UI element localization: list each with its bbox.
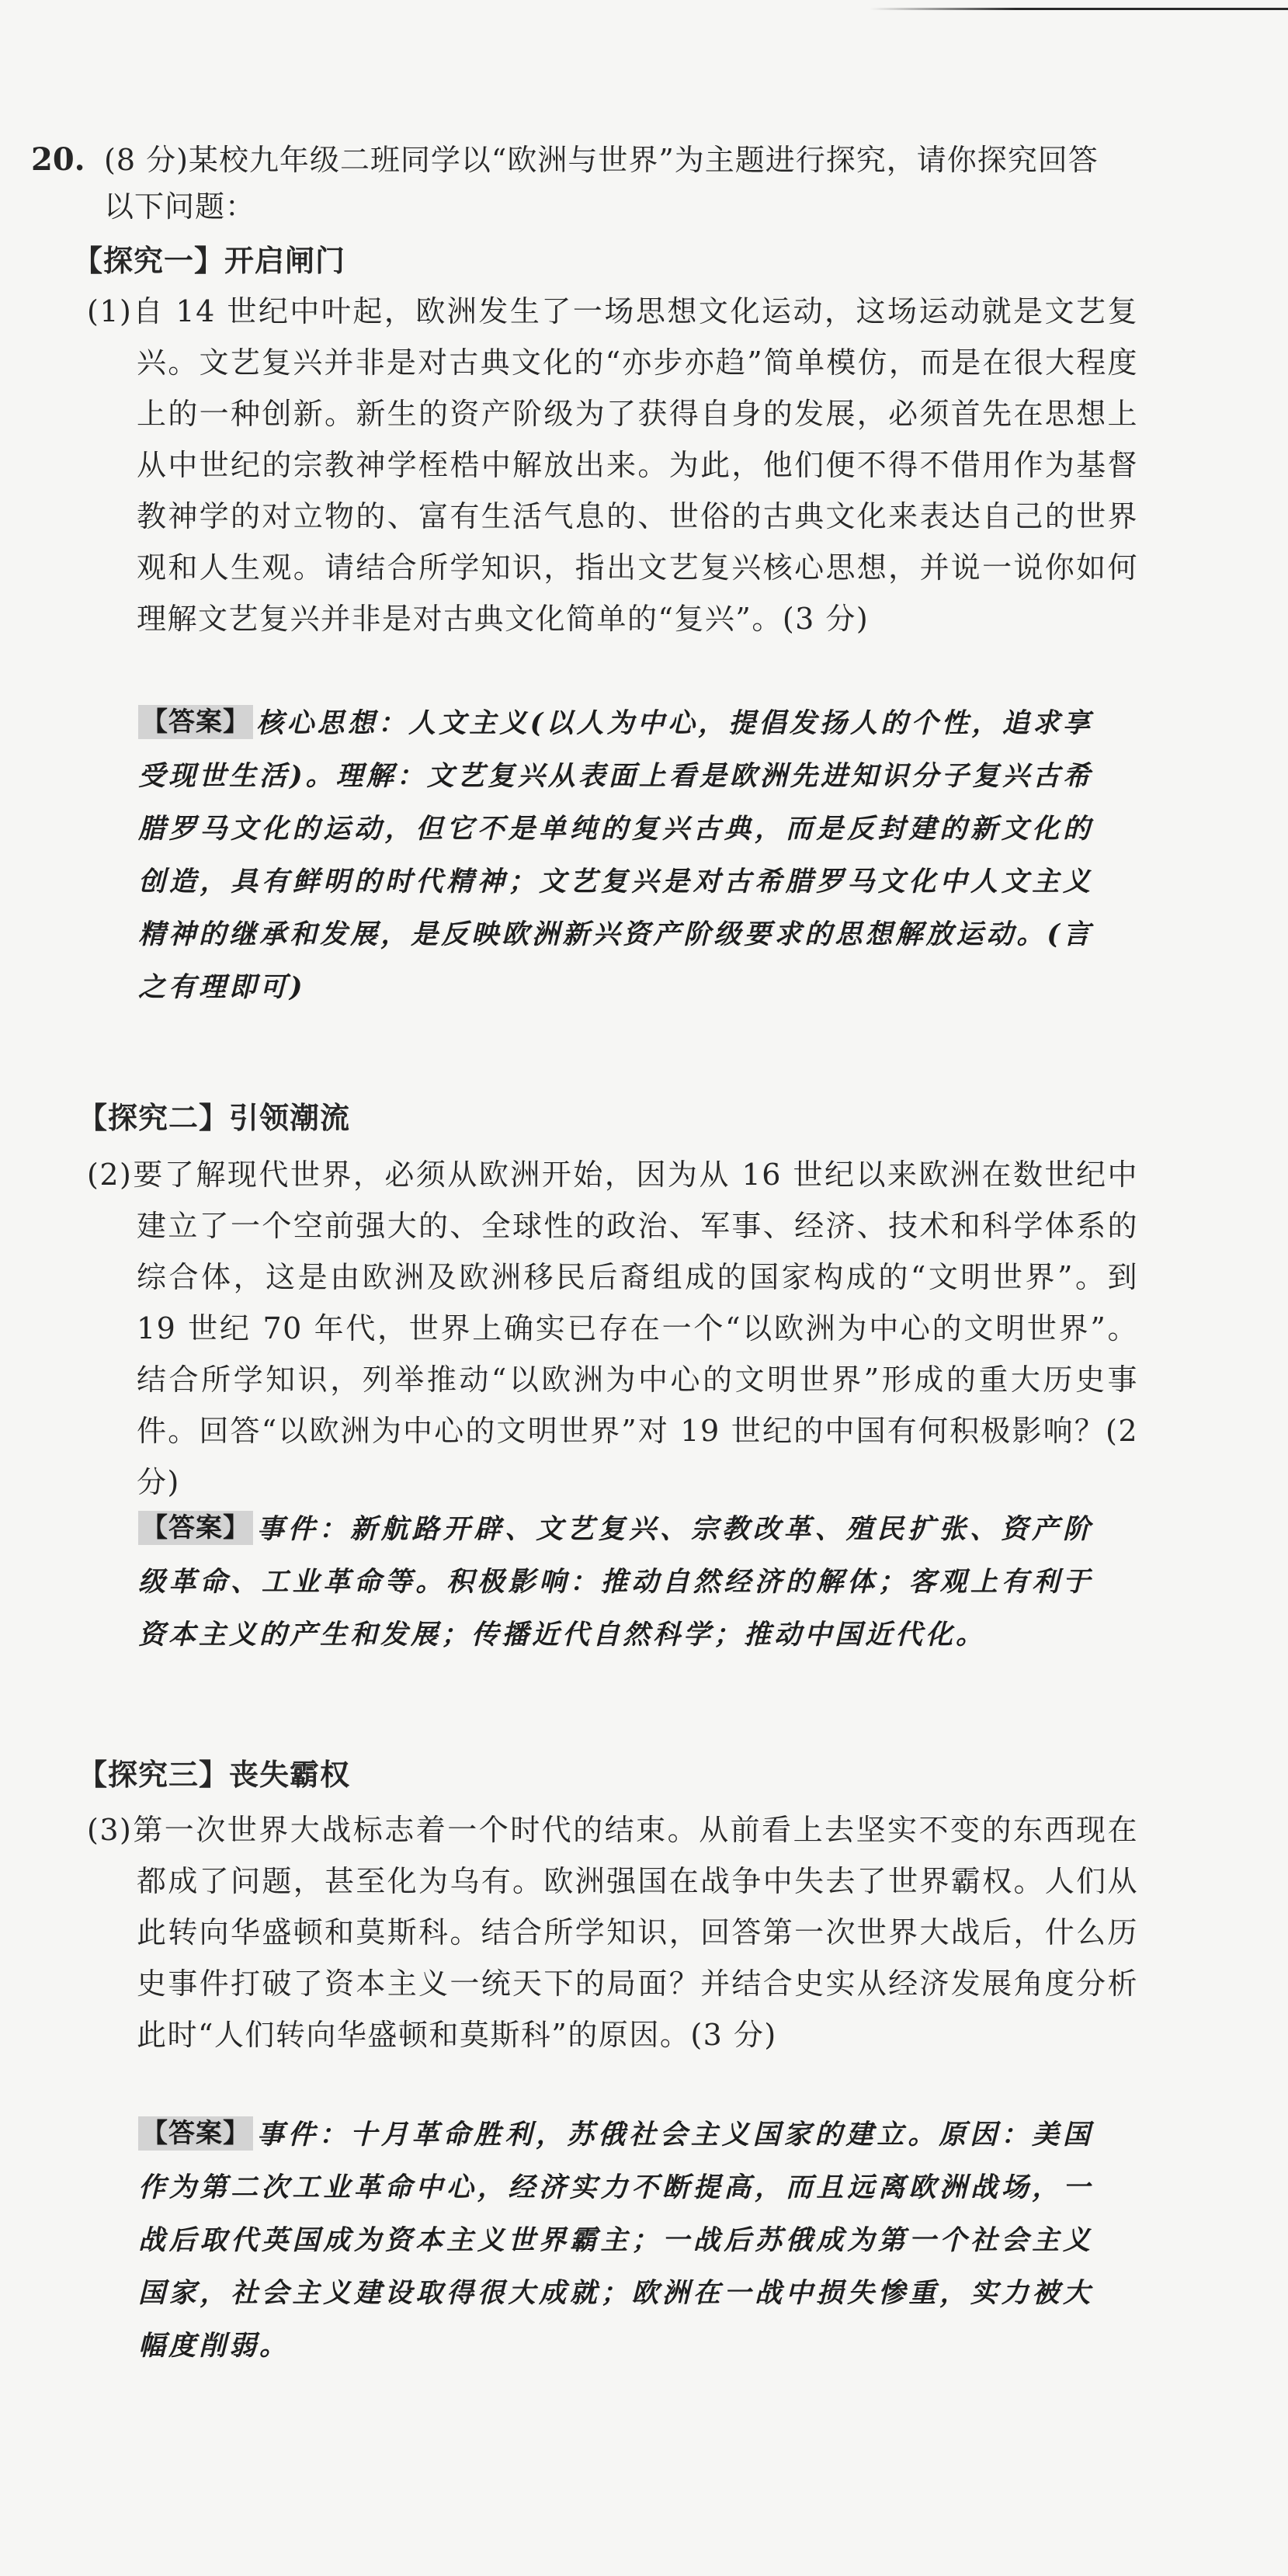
- question-number: 20.: [31, 141, 85, 178]
- sub-question-3: (3)第一次世界大战标志着一个时代的结束。从前看上去坚实不变的东西现在都成了问题，甚至化为乌有。欧洲强国在战争中失去了世界霸权。人们从此转向华盛顿和莫斯科。结合所学知识，回答第一次世界大战后，什么历史事件打破了资本主义一统天下的局面？并结合史实从经济发展角度分析此时“人们转向华盛顿和莫斯科”的原因。(3 分): [87, 1813, 1138, 2052]
- answer-label: 【答案】: [138, 705, 253, 739]
- section-title-explore-3: 【探究三】丧失霸权: [78, 1758, 351, 1792]
- sub-question-2: (2)要了解现代世界，必须从欧洲开始，因为从 16 世纪以来欧洲在数世纪中建立了一个空前强大的、全球性的政治、军事、经济、技术和科学体系的综合体，这是由欧洲及欧洲移民后裔组成的国家构成的“文明世界”。到 19 世纪 70 年代，世界上确实已存在一个“以欧洲为中心的文明世界”。结合所学知识，列举推动“以欧洲为中心的文明世界”形成的重大历史事件。回答“以欧洲为中心的文明世界”对 19 世纪的中国有何积极影响？(2 分): [87, 1158, 1138, 1499]
- section-title-explore-1: 【探究一】开启闸门: [73, 244, 346, 278]
- answer-block-2: [138, 1503, 1093, 1661]
- answer-text: 核心思想：人文主义(以人为中心，提倡发扬人的个性，追求享受现世生活)。理解：文艺复兴从表面上看是欧洲先进知识分子复兴古希腊罗马文化的运动，但它不是单纯的复兴古典，而是反封建的新文化的创造，具有鲜明的时代精神；文艺复兴是对古希腊罗马文化中人文主义精神的继承和发展，是反映欧洲新兴资产阶级要求的思想解放运动。(言之有理即可): [138, 707, 1093, 1003]
- question-header: [31, 137, 1102, 230]
- answer-label: 【答案】: [138, 2116, 253, 2151]
- sub-question-1: (1)自 14 世纪中叶起，欧洲发生了一场思想文化运动，这场运动就是文艺复兴。文艺复兴并非是对古典文化的“亦步亦趋”简单模仿，而是在很大程度上的一种创新。新生的资产阶级为了获得自身的发展，必须首先在思想上从中世纪的宗教神学桎梏中解放出来。为此，他们便不得不借用作为基督教神学的对立物的、富有生活气息的、世俗的古典文化来表达自己的世界观和人生观。请结合所学知识，指出文艺复兴核心思想，并说一说你如何理解文艺复兴并非是对古典文化简单的“复兴”。(3 分): [87, 294, 1138, 636]
- answer-label: 【答案】: [138, 1511, 253, 1545]
- answer-block-3: [138, 2109, 1093, 2373]
- question-prompt: (8 分)某校九年级二班同学以“欧洲与世界”为主题进行探究，请你探究回答以下问题：: [104, 143, 1099, 224]
- answer-text: 事件：新航路开辟、文艺复兴、宗教改革、殖民扩张、资产阶级革命、工业革命等。积极影响：推动自然经济的解体；客观上有利于资本主义的产生和发展；传播近代自然科学；推动中国近代化。: [138, 1513, 1093, 1651]
- answer-block-1: [138, 697, 1093, 1014]
- section-title-explore-2: 【探究二】引领潮流: [78, 1101, 351, 1135]
- answer-text: 事件：十月革命胜利，苏俄社会主义国家的建立。原因：美国作为第二次工业革命中心，经济实力不断提高，而且远离欧洲战场，一战后取代英国成为资本主义世界霸主；一战后苏俄成为第一个社会主义国家，社会主义建设取得很大成就；欧洲在一战中损失惨重，实力被大幅度削弱。: [138, 2119, 1093, 2362]
